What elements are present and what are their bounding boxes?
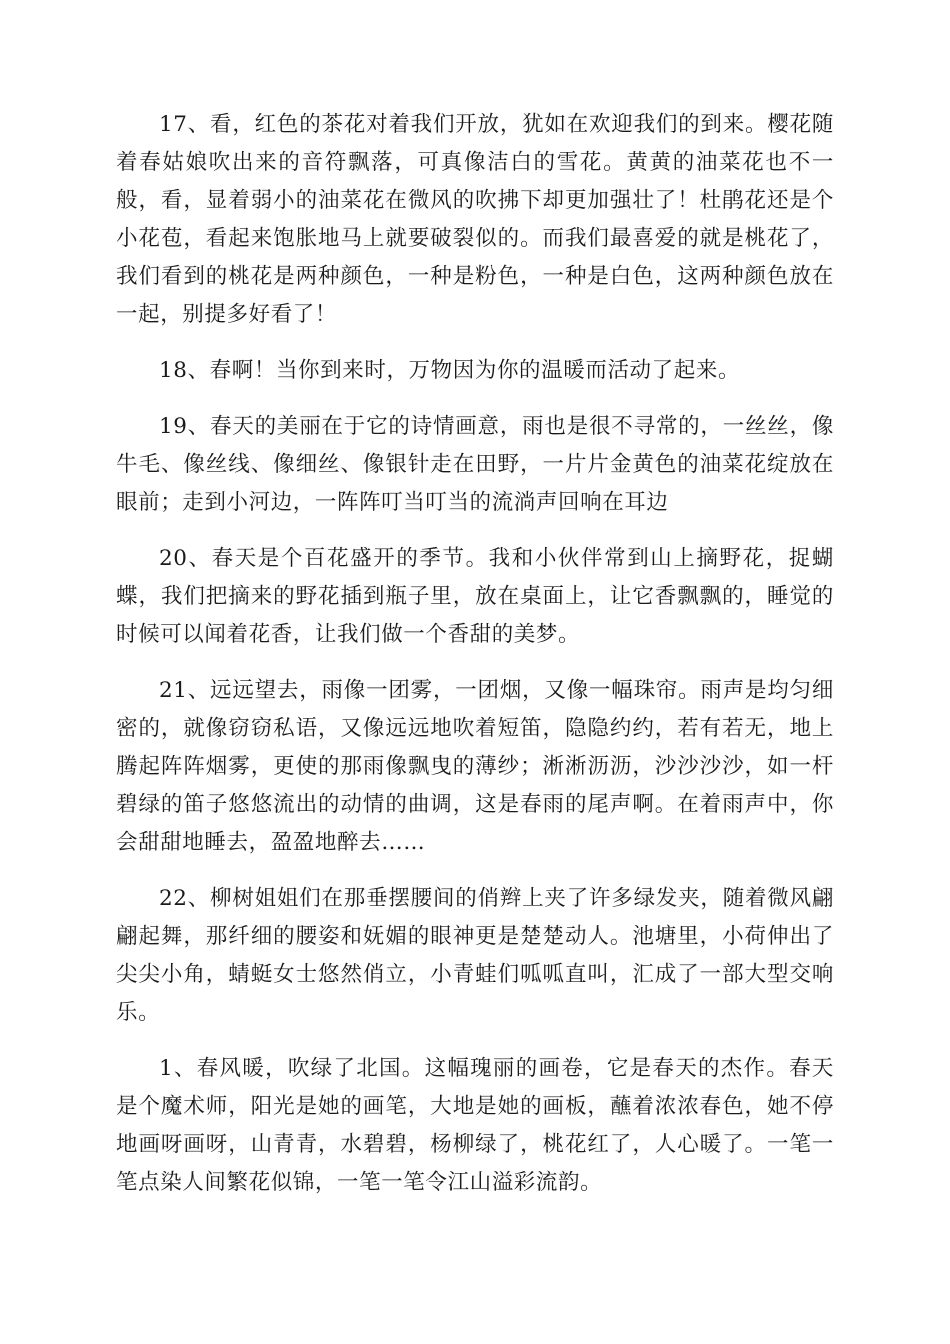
document-body [116, 106, 834, 1220]
paragraph-19: 19、春天的美丽在于它的诗情画意，雨也是很不寻常的，一丝丝，像牛毛、像丝线、像细丝、像银针走在田野，一片片金黄色的油菜花绽放在眼前；走到小河边，一阵阵叮当叮当的流淌声回响在耳边 [116, 414, 834, 515]
paragraph-20: 20、春天是个百花盛开的季节。我和小伙伴常到山上摘野花，捉蝴蝶，我们把摘来的野花插到瓶子里，放在桌面上，让它香飘飘的，睡觉的时候可以闻着花香，让我们做一个香甜的美梦。 [116, 546, 834, 647]
paragraph-21: 21、远远望去，雨像一团雾，一团烟，又像一幅珠帘。雨声是均匀细密的，就像窃窃私语，又像远远地吹着短笛，隐隐约约，若有若无，地上腾起阵阵烟雾，更使的那雨像飘曳的薄纱；淅淅沥沥，沙沙沙沙，如一杆碧绿的笛子悠悠流出的动情的曲调，这是春雨的尾声啊。在着雨声中，你会甜甜地睡去，盈盈地醉去…… [116, 678, 834, 855]
paragraph-18: 18、春啊！当你到来时，万物因为你的温暖而活动了起来。 [159, 358, 741, 383]
paragraph-1: 1、春风暖，吹绿了北国。这幅瑰丽的画卷，它是春天的杰作。春天是个魔术师，阳光是她的画笔，大地是她的画板，蘸着浓浓春色，她不停地画呀画呀，山青青，水碧碧，杨柳绿了，桃花红了，人心暖了。一笔一笔点染人间繁花似锦，一笔一笔令江山溢彩流韵。 [116, 1056, 834, 1195]
paragraph-17: 17、看，红色的茶花对着我们开放，犹如在欢迎我们的到来。樱花随着春姑娘吹出来的音符飘落，可真像洁白的雪花。黄黄的油菜花也不一般，看，显着弱小的油菜花在微风的吹拂下却更加强壮了！杜鹃花还是个小花苞，看起来饱胀地马上就要破裂似的。而我们最喜爱的就是桃花了，我们看到的桃花是两种颜色，一种是粉色，一种是白色，这两种颜色放在一起，别提多好看了！ [116, 112, 834, 327]
paragraph-22: 22、柳树姐姐们在那垂摆腰间的俏辫上夹了许多绿发夹，随着微风翩翩起舞，那纤细的腰姿和妩媚的眼神更是楚楚动人。池塘里，小荷伸出了尖尖小角，蜻蜓女士悠然俏立，小青蛙们呱呱直叫，汇成了一部大型交响乐。 [116, 886, 834, 1025]
